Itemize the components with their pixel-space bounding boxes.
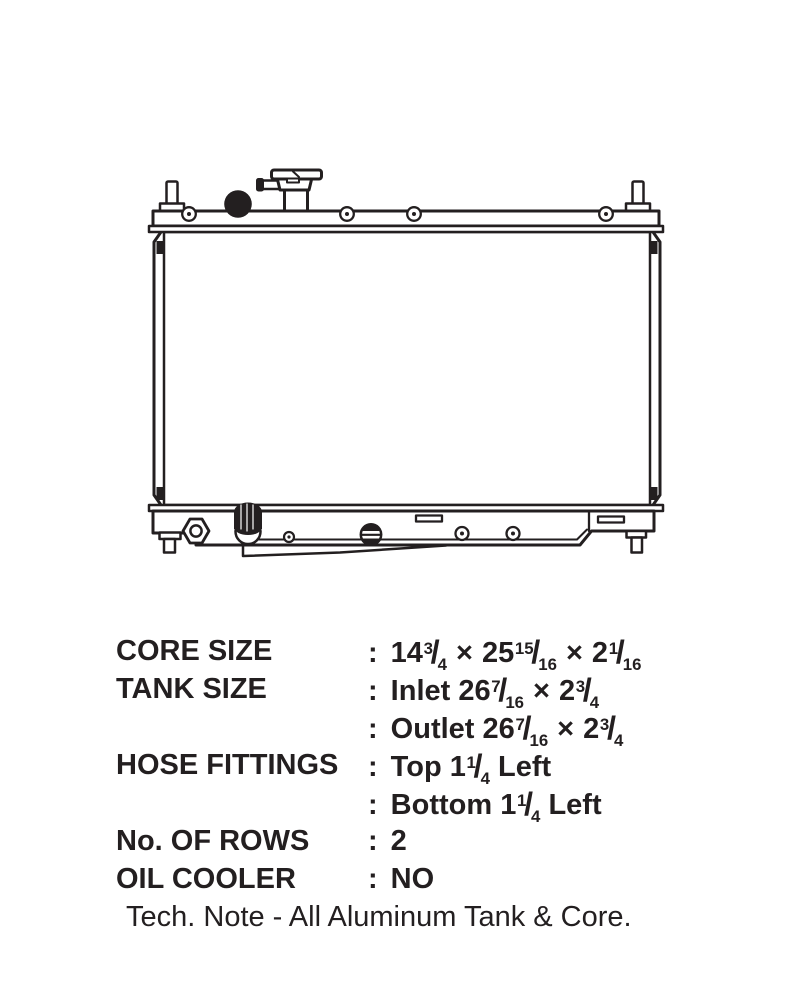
fraction-numerator: 15: [514, 639, 534, 659]
spec-value: [368, 746, 552, 789]
side-channel-left: [154, 232, 161, 505]
side-channel-right: [653, 232, 660, 505]
fraction-denominator: 4: [589, 693, 600, 713]
fraction-numerator: 3: [599, 715, 610, 735]
fraction-denominator: 4: [531, 807, 541, 827]
fraction-slash: /: [522, 709, 532, 746]
spec-row: [0, 746, 800, 789]
spec-colon: :: [368, 637, 378, 669]
spec-label: TANK SIZE: [116, 673, 267, 705]
spec-colon: :: [368, 675, 378, 707]
spec-label: CORE SIZE: [116, 635, 273, 667]
spec-text: Bottom 1: [390, 789, 517, 821]
spec-text: 2: [390, 825, 407, 857]
fraction-denominator: 4: [480, 769, 490, 789]
spec-row: [0, 822, 800, 860]
spec-table: [0, 632, 800, 936]
multiply-sign: ×: [565, 637, 583, 669]
fraction-denominator: 4: [613, 731, 624, 751]
fraction: [514, 633, 557, 675]
spec-text: NO: [390, 863, 435, 895]
drain-plug-icon: [183, 519, 209, 543]
spec-text: 2: [558, 675, 576, 707]
fraction-denominator: 16: [622, 655, 642, 675]
spec-label: [116, 708, 368, 746]
spec-colon: :: [368, 825, 378, 857]
fraction-numerator: 3: [423, 639, 433, 659]
fraction-slash: /: [615, 633, 625, 670]
fraction: [515, 709, 549, 751]
mounting-pin-icon: [626, 182, 650, 212]
fraction-denominator: 4: [437, 655, 447, 675]
tech-note: Tech. Note - All Aluminum Tank & Core.: [126, 901, 632, 933]
drain-screw-icon: [360, 524, 383, 544]
spec-text: 14: [390, 637, 423, 669]
spec-value: [368, 670, 600, 713]
spec-text: Left: [540, 789, 602, 821]
spec-text: 25: [481, 637, 515, 669]
spec-label: OIL COOLER: [116, 863, 296, 895]
fraction-numerator: 7: [491, 677, 501, 697]
fraction: [423, 633, 447, 675]
spec-text: Inlet 26: [390, 675, 491, 707]
spec-text: 2: [591, 637, 609, 669]
spec-text: Outlet 26: [390, 713, 515, 745]
spec-value: [368, 822, 407, 860]
spec-colon: :: [368, 863, 378, 895]
spec-text: Left: [489, 751, 552, 783]
mounting-pin-icon: [627, 531, 647, 553]
spec-colon: :: [368, 789, 378, 821]
fraction-slash: /: [430, 633, 440, 670]
fraction: [516, 785, 541, 827]
spec-colon: :: [368, 751, 378, 783]
spec-row: [0, 632, 800, 675]
fraction-numerator: 1: [517, 791, 527, 811]
cap-knob-icon: [224, 190, 252, 218]
spec-label: [116, 784, 368, 822]
spec-value: [368, 784, 602, 827]
core: [154, 232, 660, 505]
spec-row: [0, 670, 800, 713]
fraction-numerator: 3: [575, 677, 586, 697]
multiply-sign: ×: [533, 675, 550, 707]
bottom-tank: [149, 503, 663, 557]
mounting-pin-icon: [160, 533, 181, 553]
fraction: [575, 671, 600, 713]
spec-text: Top 1: [390, 751, 466, 783]
fraction-denominator: 16: [505, 693, 525, 713]
fraction: [466, 747, 490, 789]
spec-value: [368, 632, 642, 675]
fraction-slash: /: [524, 785, 534, 822]
multiply-sign: ×: [456, 637, 473, 669]
spec-label: No. OF ROWS: [116, 825, 310, 857]
fraction-slash: /: [606, 709, 616, 746]
top-tank: [149, 170, 663, 232]
spec-value: [368, 708, 624, 751]
multiply-sign: ×: [557, 713, 575, 745]
mounting-pin-icon: [160, 182, 184, 212]
spec-row: [0, 860, 800, 898]
spec-row: [0, 708, 800, 751]
fraction: [491, 671, 525, 713]
fraction-slash: /: [498, 671, 508, 708]
fraction: [599, 709, 624, 751]
spec-label: HOSE FITTINGS: [116, 749, 339, 781]
fraction-numerator: 1: [608, 639, 619, 659]
spec-text: 2: [583, 713, 600, 745]
fraction: [608, 633, 642, 675]
fraction-slash: /: [531, 633, 541, 670]
fraction-numerator: 1: [466, 753, 476, 773]
fraction-slash: /: [582, 671, 592, 708]
spec-colon: :: [368, 713, 378, 745]
fraction-denominator: 16: [538, 655, 557, 675]
spec-value: [368, 860, 434, 898]
fraction-slash: /: [473, 747, 483, 784]
spec-row: [0, 784, 800, 827]
outlet-port-icon: [234, 503, 262, 545]
fraction-numerator: 7: [515, 715, 525, 735]
fraction-denominator: 16: [529, 731, 549, 751]
